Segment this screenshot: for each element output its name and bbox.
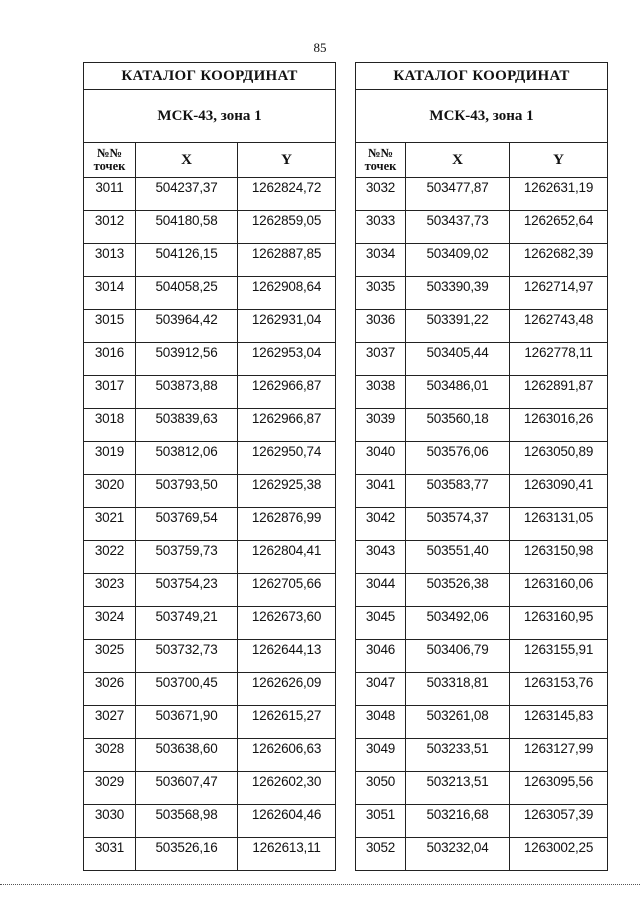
x-coordinate-cell: 503812,06 — [136, 442, 238, 475]
table-row — [84, 640, 336, 673]
y-coordinate-cell: 1262604,46 — [238, 805, 336, 838]
y-coordinate-cell: 1263155,91 — [510, 640, 608, 673]
catalog-title: КАТАЛОГ КООРДИНАТ — [84, 63, 336, 90]
point-number-cell: 3022 — [84, 541, 136, 574]
y-coordinate-cell: 1262682,39 — [510, 244, 608, 277]
x-coordinate-cell: 503405,44 — [406, 343, 510, 376]
y-coordinate-cell: 1262824,72 — [238, 178, 336, 211]
x-coordinate-cell: 503671,90 — [136, 706, 238, 739]
point-number-cell: 3012 — [84, 211, 136, 244]
y-coordinate-cell: 1262953,04 — [238, 343, 336, 376]
point-number-cell: 3014 — [84, 277, 136, 310]
column-header-y: Y — [510, 143, 608, 178]
y-coordinate-cell: 1262950,74 — [238, 442, 336, 475]
table-body — [356, 178, 608, 871]
point-number-cell: 3020 — [84, 475, 136, 508]
y-coordinate-cell: 1262966,87 — [238, 409, 336, 442]
table-row — [84, 739, 336, 772]
coordinate-catalog-table-right — [355, 62, 608, 871]
point-number-cell: 3036 — [356, 310, 406, 343]
x-coordinate-cell: 503607,47 — [136, 772, 238, 805]
x-coordinate-cell: 503560,18 — [406, 409, 510, 442]
x-coordinate-cell: 503233,51 — [406, 739, 510, 772]
column-header-x: X — [136, 143, 238, 178]
y-coordinate-cell: 1262606,63 — [238, 739, 336, 772]
page-bottom-rule — [0, 884, 640, 885]
x-coordinate-cell: 503213,51 — [406, 772, 510, 805]
x-coordinate-cell: 503492,06 — [406, 607, 510, 640]
point-number-cell: 3037 — [356, 343, 406, 376]
y-coordinate-cell: 1263127,99 — [510, 739, 608, 772]
x-coordinate-cell: 503732,73 — [136, 640, 238, 673]
point-number-cell: 3017 — [84, 376, 136, 409]
point-number-cell: 3044 — [356, 574, 406, 607]
point-number-cell: 3032 — [356, 178, 406, 211]
point-number-cell: 3016 — [84, 343, 136, 376]
point-number-cell: 3041 — [356, 475, 406, 508]
y-coordinate-cell: 1262876,99 — [238, 508, 336, 541]
y-coordinate-cell: 1263090,41 — [510, 475, 608, 508]
x-coordinate-cell: 504058,25 — [136, 277, 238, 310]
table-row — [356, 277, 608, 310]
y-coordinate-cell: 1262613,11 — [238, 838, 336, 871]
x-coordinate-cell: 503477,87 — [406, 178, 510, 211]
y-coordinate-cell: 1262652,64 — [510, 211, 608, 244]
y-coordinate-cell: 1262859,05 — [238, 211, 336, 244]
y-coordinate-cell: 1262925,38 — [238, 475, 336, 508]
point-number-cell: 3046 — [356, 640, 406, 673]
point-number-cell: 3024 — [84, 607, 136, 640]
x-coordinate-cell: 503583,77 — [406, 475, 510, 508]
y-coordinate-cell: 1263153,76 — [510, 673, 608, 706]
point-number-cell: 3045 — [356, 607, 406, 640]
point-number-cell: 3028 — [84, 739, 136, 772]
table-row — [356, 541, 608, 574]
table-body — [84, 178, 336, 871]
point-number-cell: 3042 — [356, 508, 406, 541]
table-row — [356, 376, 608, 409]
table-row — [356, 805, 608, 838]
table-row — [356, 838, 608, 871]
point-number-cell: 3023 — [84, 574, 136, 607]
table-row — [84, 244, 336, 277]
y-coordinate-cell: 1262778,11 — [510, 343, 608, 376]
point-number-cell: 3018 — [84, 409, 136, 442]
table-row — [356, 574, 608, 607]
table-row — [84, 607, 336, 640]
x-coordinate-cell: 503754,23 — [136, 574, 238, 607]
y-coordinate-cell: 1262602,30 — [238, 772, 336, 805]
point-number-cell: 3021 — [84, 508, 136, 541]
point-number-cell: 3038 — [356, 376, 406, 409]
y-coordinate-cell: 1263145,83 — [510, 706, 608, 739]
table-row — [84, 211, 336, 244]
catalog-title: КАТАЛОГ КООРДИНАТ — [356, 63, 608, 90]
x-coordinate-cell: 503391,22 — [406, 310, 510, 343]
point-number-cell: 3026 — [84, 673, 136, 706]
column-header-x: X — [406, 143, 510, 178]
y-coordinate-cell: 1262887,85 — [238, 244, 336, 277]
table-row — [356, 409, 608, 442]
point-number-cell: 3034 — [356, 244, 406, 277]
table-row — [84, 409, 336, 442]
y-coordinate-cell: 1262673,60 — [238, 607, 336, 640]
y-coordinate-cell: 1263160,95 — [510, 607, 608, 640]
point-number-cell: 3051 — [356, 805, 406, 838]
point-number-cell: 3031 — [84, 838, 136, 871]
x-coordinate-cell: 503551,40 — [406, 541, 510, 574]
point-number-cell: 3011 — [84, 178, 136, 211]
x-coordinate-cell: 503793,50 — [136, 475, 238, 508]
point-number-cell: 3019 — [84, 442, 136, 475]
column-header-point-number: №№ точек — [356, 143, 406, 178]
x-coordinate-cell: 503261,08 — [406, 706, 510, 739]
point-number-cell: 3052 — [356, 838, 406, 871]
table-row — [84, 178, 336, 211]
table-row — [356, 673, 608, 706]
table-row — [84, 772, 336, 805]
table-row — [84, 838, 336, 871]
catalog-subtitle: МСК-43, зона 1 — [356, 90, 608, 143]
table-row — [84, 805, 336, 838]
y-coordinate-cell: 1263002,25 — [510, 838, 608, 871]
table-row — [356, 607, 608, 640]
point-number-cell: 3029 — [84, 772, 136, 805]
y-coordinate-cell: 1263150,98 — [510, 541, 608, 574]
table-row — [356, 706, 608, 739]
x-coordinate-cell: 503700,45 — [136, 673, 238, 706]
x-coordinate-cell: 503638,60 — [136, 739, 238, 772]
x-coordinate-cell: 503964,42 — [136, 310, 238, 343]
x-coordinate-cell: 503839,63 — [136, 409, 238, 442]
y-coordinate-cell: 1262891,87 — [510, 376, 608, 409]
point-number-cell: 3030 — [84, 805, 136, 838]
table-row — [84, 376, 336, 409]
column-header-point-number: №№ точек — [84, 143, 136, 178]
y-coordinate-cell: 1262804,41 — [238, 541, 336, 574]
y-coordinate-cell: 1262908,64 — [238, 277, 336, 310]
x-coordinate-cell: 503437,73 — [406, 211, 510, 244]
point-number-cell: 3050 — [356, 772, 406, 805]
point-number-cell: 3040 — [356, 442, 406, 475]
point-number-cell: 3025 — [84, 640, 136, 673]
x-coordinate-cell: 503576,06 — [406, 442, 510, 475]
table-row — [84, 706, 336, 739]
point-number-cell: 3047 — [356, 673, 406, 706]
y-coordinate-cell: 1262705,66 — [238, 574, 336, 607]
table-row — [84, 442, 336, 475]
x-coordinate-cell: 503390,39 — [406, 277, 510, 310]
table-row — [356, 178, 608, 211]
x-coordinate-cell: 503873,88 — [136, 376, 238, 409]
x-coordinate-cell: 503769,54 — [136, 508, 238, 541]
table-row — [84, 508, 336, 541]
point-number-cell: 3048 — [356, 706, 406, 739]
table-row — [84, 673, 336, 706]
table-row — [356, 244, 608, 277]
x-coordinate-cell: 503568,98 — [136, 805, 238, 838]
x-coordinate-cell: 504237,37 — [136, 178, 238, 211]
y-coordinate-cell: 1262644,13 — [238, 640, 336, 673]
x-coordinate-cell: 503912,56 — [136, 343, 238, 376]
y-coordinate-cell: 1263057,39 — [510, 805, 608, 838]
point-number-cell: 3013 — [84, 244, 136, 277]
y-coordinate-cell: 1262626,09 — [238, 673, 336, 706]
table-row — [356, 508, 608, 541]
table-row — [356, 475, 608, 508]
table-row — [84, 574, 336, 607]
y-coordinate-cell: 1263131,05 — [510, 508, 608, 541]
table-row — [356, 211, 608, 244]
x-coordinate-cell: 503216,68 — [406, 805, 510, 838]
y-coordinate-cell: 1262615,27 — [238, 706, 336, 739]
table-row — [356, 772, 608, 805]
point-number-cell: 3015 — [84, 310, 136, 343]
table-row — [356, 343, 608, 376]
coordinate-catalog-table-left — [83, 62, 336, 871]
table-row — [84, 541, 336, 574]
point-number-cell: 3035 — [356, 277, 406, 310]
y-coordinate-cell: 1263095,56 — [510, 772, 608, 805]
table-row — [84, 310, 336, 343]
point-number-cell: 3033 — [356, 211, 406, 244]
table-row — [84, 475, 336, 508]
x-coordinate-cell: 504180,58 — [136, 211, 238, 244]
point-number-cell: 3039 — [356, 409, 406, 442]
table-row — [356, 739, 608, 772]
y-coordinate-cell: 1262966,87 — [238, 376, 336, 409]
x-coordinate-cell: 503406,79 — [406, 640, 510, 673]
table-row — [84, 277, 336, 310]
y-coordinate-cell: 1263160,06 — [510, 574, 608, 607]
column-header-y: Y — [238, 143, 336, 178]
y-coordinate-cell: 1263050,89 — [510, 442, 608, 475]
x-coordinate-cell: 503574,37 — [406, 508, 510, 541]
x-coordinate-cell: 503749,21 — [136, 607, 238, 640]
y-coordinate-cell: 1262931,04 — [238, 310, 336, 343]
catalog-subtitle: МСК-43, зона 1 — [84, 90, 336, 143]
x-coordinate-cell: 503526,16 — [136, 838, 238, 871]
y-coordinate-cell: 1263016,26 — [510, 409, 608, 442]
x-coordinate-cell: 504126,15 — [136, 244, 238, 277]
x-coordinate-cell: 503318,81 — [406, 673, 510, 706]
point-number-cell: 3043 — [356, 541, 406, 574]
table-row — [356, 640, 608, 673]
table-row — [356, 310, 608, 343]
x-coordinate-cell: 503526,38 — [406, 574, 510, 607]
x-coordinate-cell: 503759,73 — [136, 541, 238, 574]
table-row — [356, 442, 608, 475]
point-number-cell: 3027 — [84, 706, 136, 739]
x-coordinate-cell: 503232,04 — [406, 838, 510, 871]
y-coordinate-cell: 1262631,19 — [510, 178, 608, 211]
page-number: 85 — [313, 40, 327, 55]
point-number-cell: 3049 — [356, 739, 406, 772]
table-row — [84, 343, 336, 376]
y-coordinate-cell: 1262714,97 — [510, 277, 608, 310]
y-coordinate-cell: 1262743,48 — [510, 310, 608, 343]
x-coordinate-cell: 503486,01 — [406, 376, 510, 409]
x-coordinate-cell: 503409,02 — [406, 244, 510, 277]
